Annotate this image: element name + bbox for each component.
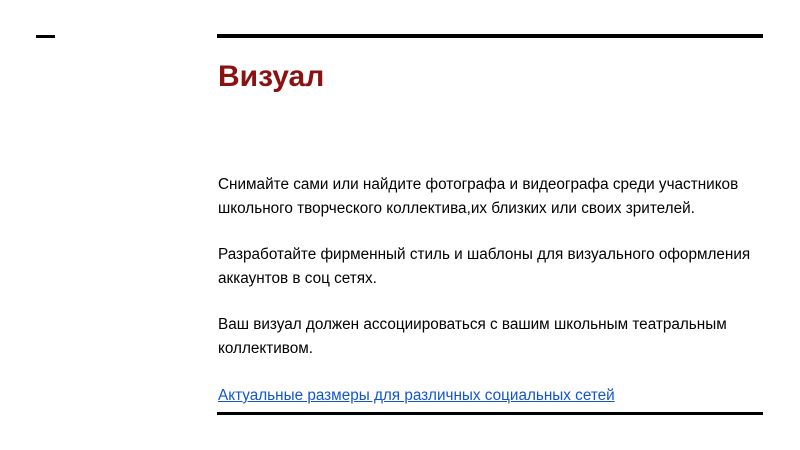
top-divider (217, 34, 763, 38)
paragraph-association: Ваш визуал должен ассоциироваться с вашим школьным театральным коллективом. (218, 316, 727, 357)
paragraph-brand-style: Разработайте фирменный стиль и шаблоны для визуального оформления аккаунтов в соц сетях. (218, 246, 751, 287)
slide-body (218, 173, 763, 408)
paragraph-shoot-yourself: Снимайте сами или найдите фотографа и видеографа среди участников школьного творческого коллектива,их близких или своих зрителей. (218, 176, 739, 217)
bottom-divider (217, 412, 763, 415)
corner-dash-decoration (36, 35, 55, 38)
slide-title: Визуал (218, 60, 325, 93)
social-sizes-link[interactable]: Актуальные размеры для различных социальных сетей (218, 387, 615, 404)
